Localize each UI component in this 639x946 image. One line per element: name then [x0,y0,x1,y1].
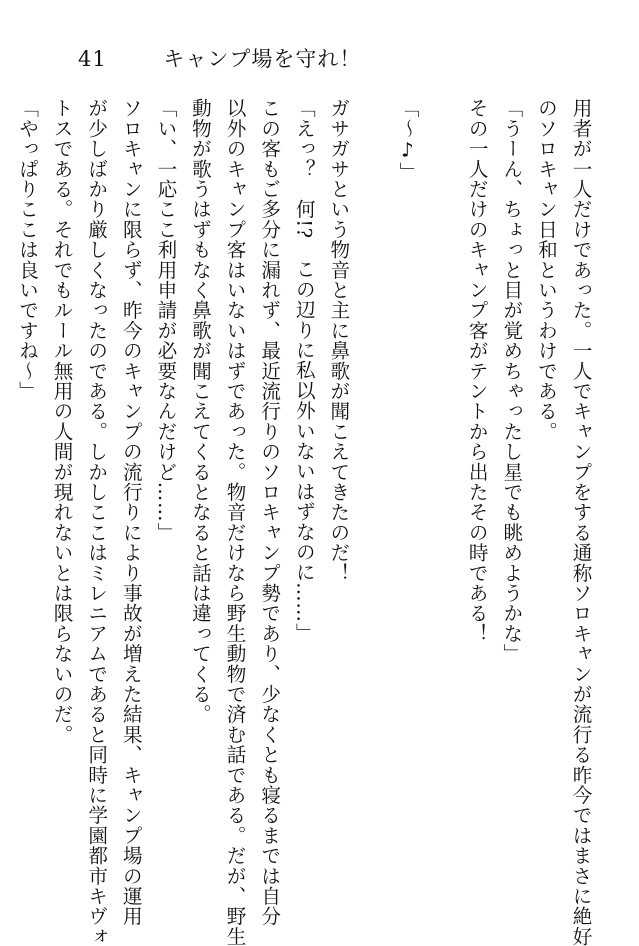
text-line: が少しばかり厳しくなったのである。しかしここはミレニアムであると同時に学園都市キヴォ [84,98,108,946]
text-line: この客もご多分に漏れず、最近流行りのソロキャンプ勢であり、少なくとも寝るまでは自分 [257,98,281,927]
text-line: 動物が歌うはずもなく鼻歌が聞こえてくるとなると話は違ってくる。 [188,98,212,725]
dialogue-line: 「〜♪」 [396,98,420,183]
text-line: 用者が一人だけであった。一人でキャンプをする通称ソロキャンが流行る昨今ではまさに絶好 [569,98,592,946]
page-header [78,44,361,74]
vertical-body-text [15,98,597,946]
page-number: 41 [78,47,107,71]
blank-line [424,98,459,888]
dialogue-line: 「い、一応ここ利用申請が必要なんだけど……」 [153,98,177,543]
text-line: ソロキャンに限らず、昨今のキャンプの流行りにより事故が増えた結果、キャンプ場の運用 [119,98,143,927]
text-line: その一人だけのキャンプ客がテントから出たその時である！ [465,98,489,644]
dialogue-line: 「えっ？ 何!? この辺りに私以外いないはずなのに……」 [292,98,316,643]
text-line: のソロキャン日和というわけである。 [534,98,558,442]
dialogue-line: 「やっぱりここは良いですね〜」 [15,98,39,401]
text-line: トスである。それでもルール無用の人間が現れないとは限らないのだ。 [50,98,74,745]
blank-line [355,98,390,888]
text-line: ガサガサという物音と主に鼻歌が聞こえてきたのだ！ [326,98,350,583]
chapter-title: キャンプ場を守れ！ [163,47,362,71]
text-line: 以外のキャンプ客はいないはずであった。物音だけなら野生動物で済む話である。だが、野生 [223,98,247,946]
dialogue-line: 「うーん、ちょっと目が覚めちゃったし星でも眺めようかな」 [499,98,523,664]
